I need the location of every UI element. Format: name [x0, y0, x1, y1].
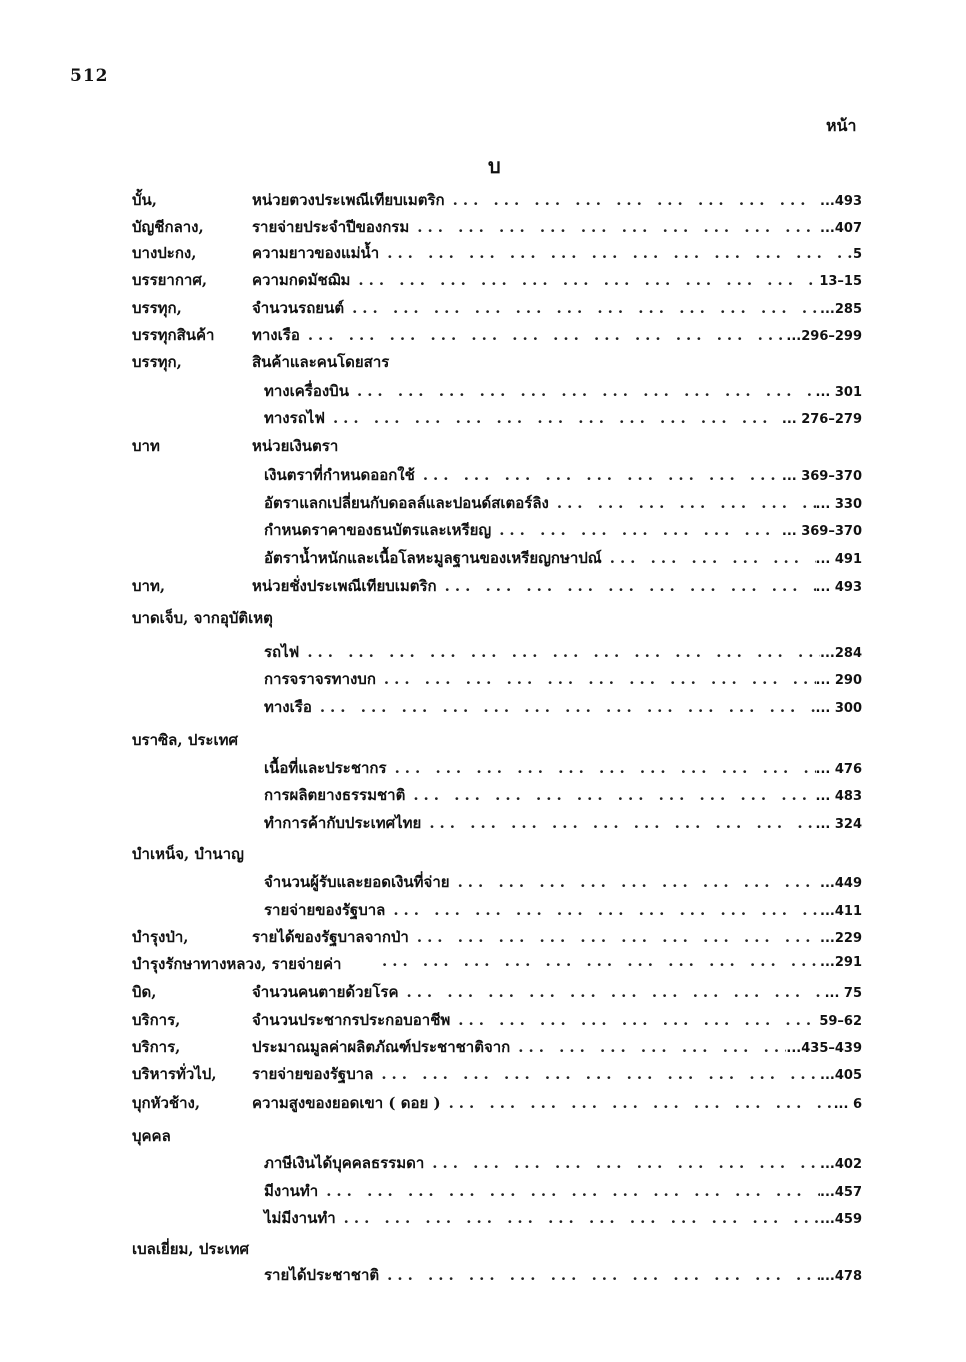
index-row — [132, 379, 862, 403]
index-page-ref: ... 75 — [824, 986, 862, 1001]
index-row — [132, 898, 862, 922]
dot-leader — [413, 786, 815, 804]
dot-leader — [333, 409, 782, 427]
index-description: ไม่มีงานทำ — [264, 1209, 336, 1227]
index-description: ทางรถไฟ — [264, 409, 325, 427]
index-page-ref: ... 493 — [815, 580, 862, 595]
index-row — [132, 756, 862, 780]
dot-leader — [358, 271, 819, 289]
index-row — [132, 323, 862, 347]
dot-leader — [308, 326, 787, 344]
index-description: รายได้ของรัฐบาลจากป่า — [252, 928, 409, 946]
index-term: บราซิล, ประเทศ — [132, 731, 238, 749]
index-row — [132, 842, 862, 866]
dot-leader — [352, 299, 820, 317]
index-page-ref: ... 324 — [815, 817, 862, 832]
index-description: รายจ่ายของรัฐบาล — [252, 1065, 374, 1083]
index-row — [132, 980, 862, 1004]
index-page-ref: ... 300 — [815, 701, 862, 716]
index-page-ref: ...449 — [820, 876, 862, 891]
index-description: หน่วยตวงประเพณีเทียบเมตริก — [252, 191, 445, 209]
dot-leader — [387, 1266, 820, 1284]
dot-leader — [381, 1065, 820, 1083]
index-page-ref: ...285 — [820, 302, 862, 317]
index-description: ทำการค้ากับประเทศไทย — [264, 814, 422, 832]
index-row — [132, 1206, 862, 1230]
index-page-ref: ... 491 — [815, 552, 862, 567]
index-page-ref: ...493 — [820, 194, 862, 209]
index-description: ทางเรือ — [264, 698, 312, 716]
index-description: ความสูงของยอดเขา ( ดอย ) — [252, 1094, 441, 1112]
index-row — [132, 350, 862, 374]
index-term: บัญชีกลาง, — [132, 218, 204, 236]
index-row — [132, 241, 862, 265]
index-description: อัตราแลกเปลี่ยนกับดอลล์และปอนด์สเตอร์ลิง — [264, 494, 549, 512]
index-row — [132, 546, 862, 570]
index-page-ref: ...478 — [820, 1269, 862, 1284]
index-row — [132, 518, 862, 542]
index-page-ref: ...459 — [820, 1212, 862, 1227]
index-page-ref: ...402 — [820, 1157, 862, 1172]
index-page-ref: ... 369–370 — [781, 524, 862, 539]
index-row — [132, 1237, 862, 1261]
index-description: จำนวนประชากรประกอบอาชีพ — [252, 1011, 451, 1029]
index-page-ref: ...457 — [820, 1185, 862, 1200]
index-term: บาท, — [132, 577, 166, 595]
dot-leader — [557, 494, 816, 512]
index-row — [132, 728, 862, 752]
index-term: บิด, — [132, 983, 157, 1001]
index-page-ref: ... 369–370 — [781, 469, 862, 484]
index-description: ประมาณมูลค่าผลิตภัณฑ์ประชาชาติจาก — [252, 1038, 511, 1056]
index-term: บาดเจ็บ, จากอุบัติเหตุ — [132, 609, 273, 627]
index-page-ref: ...407 — [820, 221, 862, 236]
dot-leader — [610, 549, 816, 567]
index-term: เบลเยี่ยม, ประเทศ — [132, 1240, 250, 1258]
dot-leader — [458, 873, 820, 891]
index-term: บรรทุกสินค้า — [132, 326, 215, 344]
index-description: เนื้อที่และประชากร — [264, 759, 387, 777]
index-row — [132, 434, 862, 458]
index-row — [132, 783, 862, 807]
index-page-ref: 13–15 — [819, 274, 862, 289]
index-row — [132, 1091, 862, 1115]
index-page-ref: ... 483 — [815, 789, 862, 804]
index-row — [132, 1263, 862, 1287]
index-description: กำหนดราคาของธนบัตรและเหรียญ — [264, 521, 492, 539]
dot-leader — [326, 1182, 820, 1200]
index-term: บริการ, — [132, 1011, 181, 1029]
index-page-ref: ... 330 — [815, 497, 862, 512]
dot-leader — [449, 1094, 834, 1112]
dot-leader — [458, 1011, 819, 1029]
index-row — [132, 1124, 862, 1148]
dot-leader — [307, 643, 820, 661]
index-row — [132, 574, 862, 598]
index-row — [132, 296, 862, 320]
index-term: บริการ, — [132, 1038, 181, 1056]
index-description: อัตราน้ำหนักและเนื้อโลหะมูลฐานของเหรียญกษาปณ์ — [264, 549, 602, 567]
index-page-ref: ... 276–279 — [781, 412, 862, 427]
index-row — [132, 695, 862, 719]
index-description: ความยาวของแม่น้ำ — [252, 244, 380, 262]
index-row — [132, 1151, 862, 1175]
index-row — [132, 1179, 862, 1203]
index-description: หน่วยเงินตรา — [252, 437, 339, 455]
index-row — [132, 640, 862, 664]
index-page-ref: ...291 — [820, 955, 862, 970]
index-page-ref: 59–62 — [819, 1014, 862, 1029]
index-term: บรรทุก, — [132, 353, 182, 371]
index-row — [132, 1062, 862, 1086]
index-page-ref: ... 301 — [815, 385, 862, 400]
index-description: หน่วยชั่งประเพณีเทียบเมตริก — [252, 577, 437, 595]
index-description: เงินตราที่กำหนดออกใช้ — [264, 466, 415, 484]
index-term: บุกหัวช้าง, — [132, 1094, 201, 1112]
index-row — [132, 925, 862, 949]
index-term: บำรุงป่า, — [132, 928, 189, 946]
index-description: ทางเรือ — [252, 326, 300, 344]
index-term: บริหารทั่วไป, — [132, 1065, 217, 1083]
dot-leader — [387, 244, 853, 262]
index-page-ref: ...411 — [820, 904, 862, 919]
dot-leader — [320, 698, 816, 716]
dot-leader — [406, 983, 824, 1001]
section-letter: บ — [488, 154, 501, 178]
dot-leader — [453, 191, 820, 209]
index-term: บำเหน็จ, บำนาญ — [132, 845, 244, 863]
index-description: จำนวนผู้รับและยอดเงินที่จ่าย — [264, 873, 450, 891]
index-row — [132, 952, 862, 976]
index-page-ref: ...229 — [820, 931, 862, 946]
dot-leader — [417, 218, 820, 236]
dot-leader — [344, 1209, 820, 1227]
index-row — [132, 268, 862, 292]
index-row — [132, 1008, 862, 1032]
dot-leader — [518, 1038, 786, 1056]
index-term: บาท — [132, 437, 160, 455]
dot-leader — [499, 521, 782, 539]
index-row — [132, 667, 862, 691]
index-description: รายจ่ายของรัฐบาล — [264, 901, 386, 919]
index-row — [132, 811, 862, 835]
dot-leader — [445, 577, 816, 595]
index-description: รายได้ประชาชาติ — [264, 1266, 380, 1284]
index-term: บางปะกง, — [132, 244, 197, 262]
index-page-ref: ...405 — [820, 1068, 862, 1083]
dot-leader — [429, 814, 815, 832]
index-description: มีงานทำ — [264, 1182, 319, 1200]
index-row — [132, 491, 862, 515]
index-row — [132, 406, 862, 430]
dot-leader — [395, 759, 816, 777]
index-page-ref: ...435–439 — [786, 1041, 862, 1056]
index-term: บุคคล — [132, 1127, 171, 1145]
index-page-ref: ...296–299 — [786, 329, 862, 344]
index-description: จำนวนรถยนต์ — [252, 299, 345, 317]
index-description: สินค้าและคนโดยสาร — [252, 353, 390, 371]
index-page-ref: ... 6 — [833, 1097, 862, 1112]
index-description: รถไฟ — [264, 643, 300, 661]
index-row — [132, 215, 862, 239]
index-term: บรรทุก, — [132, 299, 182, 317]
index-row — [132, 606, 862, 630]
index-term: บั้น, — [132, 191, 157, 209]
index-description: ทางเครื่องบิน — [264, 382, 349, 400]
index-row — [132, 870, 862, 894]
index-description: ภาษีเงินได้บุคคลธรรมดา — [264, 1154, 425, 1172]
index-description: จำนวนคนตายด้วยโรค — [252, 983, 399, 1001]
dot-leader — [432, 1154, 820, 1172]
index-description: การจราจรทางบก — [264, 670, 376, 688]
index-row — [132, 463, 862, 487]
dot-leader — [423, 466, 782, 484]
dot-leader — [393, 901, 820, 919]
page-number: 512 — [70, 66, 109, 86]
index-term: บำรุงรักษาทางหลวง, รายจ่ายค่า — [132, 955, 342, 973]
index-page-ref: ... 290 — [815, 673, 862, 688]
dot-leader — [357, 382, 816, 400]
dot-leader — [384, 670, 816, 688]
dot-leader — [417, 928, 820, 946]
page-column-header: หน้า — [826, 116, 857, 135]
index-page-ref: ... 476 — [815, 762, 862, 777]
index-description: การผลิตยางธรรมชาติ — [264, 786, 406, 804]
index-description: รายจ่ายประจำปีของกรม — [252, 218, 410, 236]
index-row — [132, 1035, 862, 1059]
index-description: ความกดมัชฌิม — [252, 271, 351, 289]
index-page-ref: ...284 — [820, 646, 862, 661]
index-row — [132, 188, 862, 212]
index-page-ref: 5 — [852, 247, 862, 262]
dot-leader — [382, 952, 820, 970]
index-term: บรรยากาศ, — [132, 271, 208, 289]
